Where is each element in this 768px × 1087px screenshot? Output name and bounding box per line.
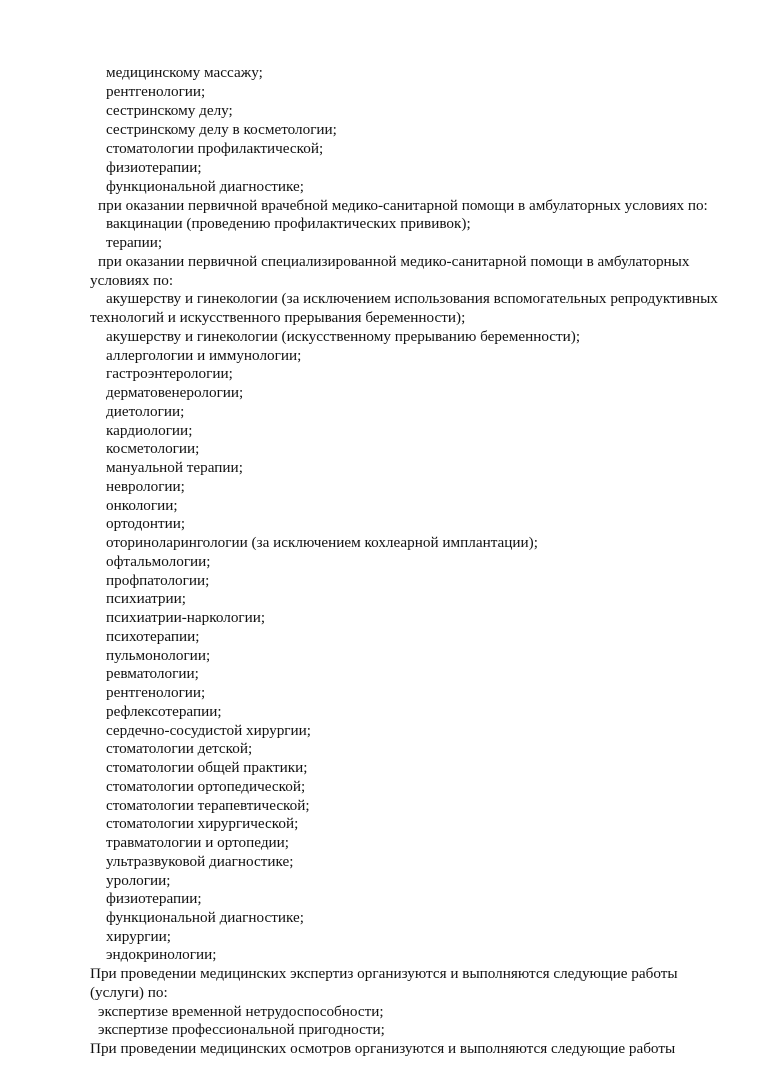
text-line: сестринскому делу в косметологии; — [106, 121, 337, 138]
text-line: кардиологии; — [106, 422, 193, 439]
text-line: ультразвуковой диагностике; — [106, 853, 294, 870]
text-line: профпатологии; — [106, 572, 210, 589]
text-line: урологии; — [106, 872, 171, 889]
text-line: аллергологии и иммунологии; — [106, 347, 302, 364]
text-line: рентгенологии; — [106, 83, 206, 100]
text-line: психотерапии; — [106, 628, 200, 645]
text-line: условиях по: — [90, 272, 174, 289]
text-line: стоматологии детской; — [106, 740, 253, 757]
text-line: косметологии; — [106, 440, 200, 457]
text-line: акушерству и гинекологии (за исключением использования вспомогательных репродуктивных — [106, 290, 718, 307]
text-line: при оказании первичной специализированной медико-санитарной помощи в амбулаторных — [98, 253, 690, 270]
text-line: стоматологии хирургической; — [106, 815, 299, 832]
text-line: экспертизе профессиональной пригодности; — [98, 1021, 385, 1038]
text-line: стоматологии общей практики; — [106, 759, 308, 776]
text-line: эндокринологии; — [106, 946, 217, 963]
text-line: При проведении медицинских осмотров организуются и выполняются следующие работы — [90, 1040, 676, 1057]
text-line: экспертизе временной нетрудоспособности; — [98, 1003, 384, 1020]
text-line: (услуги) по: — [90, 984, 168, 1001]
text-line: терапии; — [106, 234, 163, 251]
text-line: стоматологии ортопедической; — [106, 778, 306, 795]
text-line: ортодонтии; — [106, 515, 186, 532]
text-line: ревматологии; — [106, 665, 199, 682]
text-line: технологий и искусственного прерывания беременности); — [90, 309, 466, 326]
text-line: функциональной диагностике; — [106, 909, 304, 926]
text-line: гастроэнтерологии; — [106, 365, 233, 382]
text-line: оториноларингологии (за исключением кохлеарной имплантации); — [106, 534, 538, 551]
text-line: психиатрии; — [106, 590, 186, 607]
text-line: онкологии; — [106, 497, 178, 514]
text-line: мануальной терапии; — [106, 459, 243, 476]
text-line: акушерству и гинекологии (искусственному прерыванию беременности); — [106, 328, 581, 345]
text-line: хирургии; — [106, 928, 172, 945]
text-line: физиотерапии; — [106, 159, 202, 176]
text-line: при оказании первичной врачебной медико-санитарной помощи в амбулаторных условиях по: — [98, 197, 708, 214]
text-line: физиотерапии; — [106, 890, 202, 907]
text-line: При проведении медицинских экспертиз организуются и выполняются следующие работы — [90, 965, 678, 982]
text-line: неврологии; — [106, 478, 185, 495]
text-line: травматологии и ортопедии; — [106, 834, 290, 851]
text-line: рентгенологии; — [106, 684, 206, 701]
text-line: дерматовенерологии; — [106, 384, 244, 401]
text-line: пульмонологии; — [106, 647, 211, 664]
text-line: сердечно-сосудистой хирургии; — [106, 722, 312, 739]
text-line: стоматологии терапевтической; — [106, 797, 310, 814]
text-line: офтальмологии; — [106, 553, 211, 570]
text-line: сестринскому делу; — [106, 102, 233, 119]
text-line: вакцинации (проведению профилактических прививок); — [106, 215, 471, 232]
text-line: рефлексотерапии; — [106, 703, 222, 720]
text-line: диетологии; — [106, 403, 185, 420]
text-line: медицинскому массажу; — [106, 64, 263, 81]
text-line: психиатрии-наркологии; — [106, 609, 266, 626]
text-line: функциональной диагностике; — [106, 178, 304, 195]
text-line: стоматологии профилактической; — [106, 140, 324, 157]
